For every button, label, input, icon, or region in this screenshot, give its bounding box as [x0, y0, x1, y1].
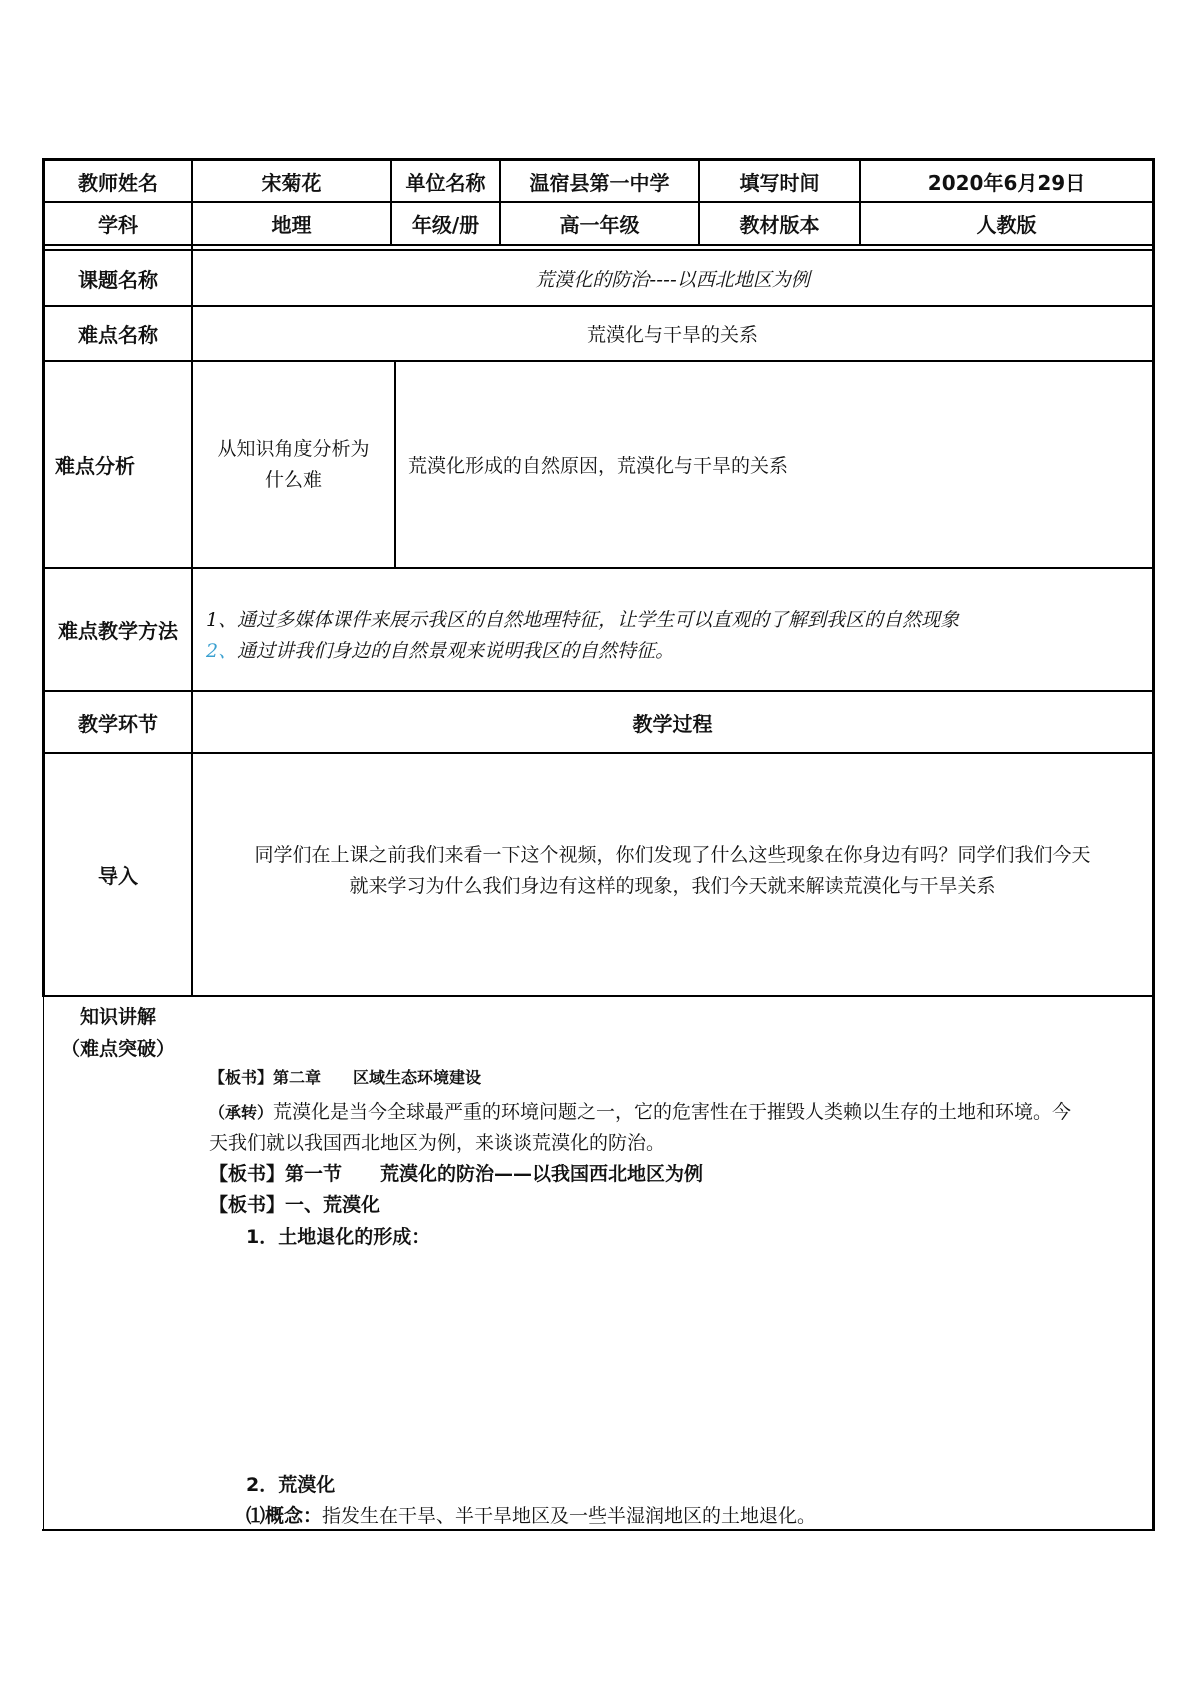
- teacher-name-label: 教师姓名: [78, 170, 158, 195]
- concept-line: [246, 1501, 816, 1528]
- board-note-1: [209, 1065, 481, 1088]
- edition-value: 人教版: [976, 213, 1037, 237]
- method-item-2: [206, 636, 674, 663]
- grade-label: 年级/册: [411, 213, 480, 237]
- fill-date-label: 填写时间: [739, 170, 820, 195]
- table-border-right: [1152, 158, 1155, 1531]
- table-divider: [42, 752, 1155, 754]
- concept-text: 指发生在干旱、半干旱地区及一些半湿润地区的土地退化。: [322, 1505, 817, 1527]
- board-note-2: [209, 1159, 703, 1186]
- point-2-heading: 2．荒漠化: [246, 1474, 336, 1496]
- edition-label: 教材版本: [739, 213, 820, 237]
- method-item-2-text: 通过讲我们身边的自然景观来说明我区的自然特征。: [237, 640, 675, 662]
- board-note-1-text: 第二章 区域生态环境建设: [273, 1068, 482, 1087]
- intro-label: 导入: [98, 864, 138, 888]
- process-header: 教学过程: [632, 711, 713, 736]
- unit-name-value: 温宿县第一中学: [529, 170, 670, 195]
- board-note-2-tag: 【板书】: [209, 1163, 286, 1185]
- intro-text-line2: 就来学习为什么我们身边有这样的现象，我们今天就来解读荒漠化与干旱关系: [349, 875, 996, 897]
- difficulty-value: 荒漠化与干旱的关系: [586, 324, 758, 346]
- board-note-2-text: 第一节 荒漠化的防治——以我国西北地区为例: [285, 1163, 704, 1185]
- board-note-3-tag: 【板书】: [209, 1194, 286, 1216]
- table-divider: [42, 567, 1155, 569]
- table-border-bottom: [42, 1529, 1155, 1531]
- board-note-1-tag: 【板书】: [209, 1068, 274, 1087]
- subject-value: 地理: [271, 213, 312, 237]
- difficulty-label: 难点名称: [78, 323, 158, 347]
- method-label: 难点教学方法: [58, 619, 178, 643]
- method-item-1-number: 1、: [206, 609, 238, 631]
- intro-text-line1: 同学们在上课之前我们来看一下这个视频，你们发现了什么这些现象在你身边有吗？同学们我们今天: [254, 844, 1091, 866]
- grade-value: 高一年级: [559, 213, 640, 237]
- analysis-sub-label: [193, 362, 394, 567]
- knowledge-label-line1: 知识讲解: [79, 1006, 156, 1028]
- analysis-value: 荒漠化形成的自然原因，荒漠化与干旱的关系: [408, 455, 789, 477]
- transition-text: 荒漠化是当今全球最严重的环境问题之一，它的危害性在于摧毁人类赖以生存的土地和环境。今: [273, 1101, 1072, 1123]
- method-item-1: [206, 605, 959, 632]
- process-step-header: 教学环节: [78, 711, 158, 736]
- fill-date-value: 2020年6月29日: [927, 170, 1086, 195]
- teacher-name-value: 宋菊花: [261, 170, 322, 195]
- transition-line-2: 天我们就以我国西北地区为例，来谈谈荒漠化的防治。: [209, 1132, 666, 1154]
- method-item-1-text: 通过多媒体课件来展示我区的自然地理特征，让学生可以直观的了解到我区的自然现象: [237, 609, 960, 631]
- subject-label: 学科: [98, 213, 138, 237]
- transition-line-1: [209, 1097, 1071, 1124]
- table-border-left-thin: [43, 995, 44, 1531]
- analysis-sub-label-line1: 从知识角度分析为: [217, 437, 370, 460]
- knowledge-label: [45, 1001, 191, 1065]
- unit-name-label: 单位名称: [405, 170, 486, 195]
- topic-label: 课题名称: [78, 267, 158, 292]
- knowledge-label-line2: （难点突破）: [60, 1038, 175, 1060]
- topic-value: 荒漠化的防治----以西北地区为例: [535, 268, 810, 291]
- table-divider: [42, 995, 1155, 997]
- concept-tag: ⑴概念：: [246, 1505, 323, 1527]
- analysis-sub-label-line2: 什么难: [264, 468, 322, 491]
- board-note-3-text: 一、荒漠化: [285, 1194, 381, 1216]
- intro-text: [193, 840, 1152, 910]
- method-item-2-number: 2、: [206, 640, 238, 662]
- point-1-heading: 1．土地退化的形成：: [246, 1226, 431, 1248]
- table-divider: [42, 244, 1155, 246]
- analysis-label: 难点分析: [55, 454, 135, 478]
- board-note-3: [209, 1190, 380, 1217]
- table-col-divider: [394, 360, 396, 569]
- transition-tag: （承转）: [209, 1103, 274, 1122]
